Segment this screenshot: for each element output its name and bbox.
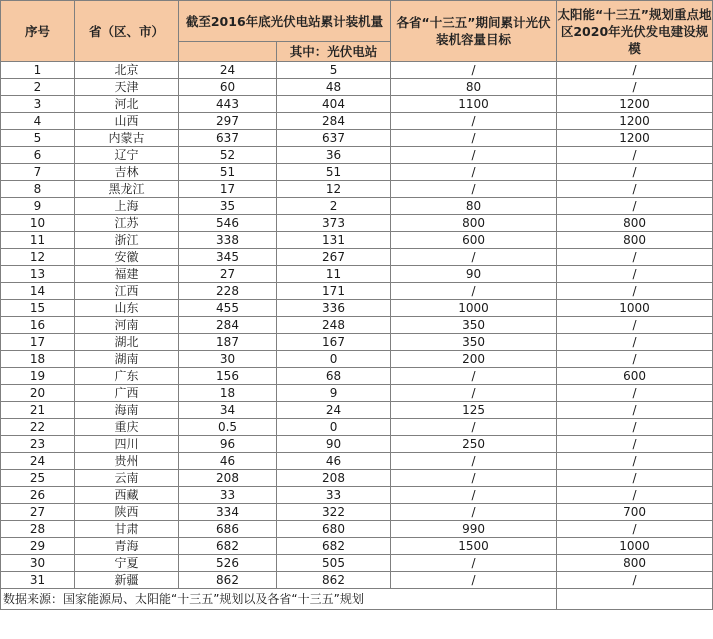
table-row <box>1 283 713 300</box>
installed-cell[interactable]: 334 <box>179 504 277 521</box>
header-key-region[interactable]: 太阳能“十三五”规划重点地区2020年光伏发电建设规模 <box>557 1 713 62</box>
province-cell[interactable]: 广西 <box>75 385 179 402</box>
target-cell[interactable]: / <box>391 164 557 181</box>
table-row <box>1 487 713 504</box>
source-note[interactable]: 数据来源：国家能源局、太阳能“十三五”规划以及各省“十三五”规划 <box>1 589 557 610</box>
province-cell[interactable]: 吉林 <box>75 164 179 181</box>
target-cell[interactable]: 90 <box>391 266 557 283</box>
table-row <box>1 504 713 521</box>
installed-cell[interactable]: 18 <box>179 385 277 402</box>
station-cell[interactable]: 171 <box>277 283 391 300</box>
key-region-cell[interactable]: 1000 <box>557 300 713 317</box>
province-cell[interactable]: 内蒙古 <box>75 130 179 147</box>
table-row <box>1 232 713 249</box>
station-cell[interactable]: 51 <box>277 164 391 181</box>
station-cell[interactable]: 336 <box>277 300 391 317</box>
province-cell[interactable]: 黑龙江 <box>75 181 179 198</box>
target-cell[interactable]: 350 <box>391 317 557 334</box>
seq-cell[interactable]: 21 <box>1 402 75 419</box>
seq-cell[interactable]: 27 <box>1 504 75 521</box>
target-cell[interactable]: / <box>391 283 557 300</box>
table-row <box>1 368 713 385</box>
province-cell[interactable]: 新疆 <box>75 572 179 589</box>
installed-cell[interactable]: 455 <box>179 300 277 317</box>
installed-cell[interactable]: 96 <box>179 436 277 453</box>
key-region-cell[interactable]: 1200 <box>557 96 713 113</box>
target-cell[interactable]: / <box>391 368 557 385</box>
installed-cell[interactable]: 228 <box>179 283 277 300</box>
target-cell[interactable]: / <box>391 470 557 487</box>
target-cell[interactable]: 800 <box>391 215 557 232</box>
target-cell[interactable]: 1000 <box>391 300 557 317</box>
installed-cell[interactable]: 156 <box>179 368 277 385</box>
table-row <box>1 453 713 470</box>
seq-cell[interactable]: 25 <box>1 470 75 487</box>
key-region-cell[interactable]: 600 <box>557 368 713 385</box>
station-cell[interactable]: 680 <box>277 521 391 538</box>
target-cell[interactable]: / <box>391 487 557 504</box>
seq-cell[interactable]: 29 <box>1 538 75 555</box>
key-region-cell[interactable]: / <box>557 283 713 300</box>
station-cell[interactable]: 90 <box>277 436 391 453</box>
key-region-cell[interactable]: 800 <box>557 555 713 572</box>
target-cell[interactable]: 200 <box>391 351 557 368</box>
table-row <box>1 181 713 198</box>
key-region-cell[interactable]: 800 <box>557 215 713 232</box>
station-cell[interactable]: 33 <box>277 487 391 504</box>
station-cell[interactable]: 322 <box>277 504 391 521</box>
installed-cell[interactable]: 52 <box>179 147 277 164</box>
installed-cell[interactable]: 30 <box>179 351 277 368</box>
installed-cell[interactable]: 338 <box>179 232 277 249</box>
source-note-blank[interactable] <box>557 589 713 610</box>
target-cell[interactable]: / <box>391 555 557 572</box>
seq-cell[interactable]: 2 <box>1 79 75 96</box>
province-cell[interactable]: 河北 <box>75 96 179 113</box>
installed-cell[interactable]: 60 <box>179 79 277 96</box>
installed-cell[interactable]: 46 <box>179 453 277 470</box>
installed-cell[interactable]: 862 <box>179 572 277 589</box>
key-region-cell[interactable]: 1000 <box>557 538 713 555</box>
seq-cell[interactable]: 22 <box>1 419 75 436</box>
station-cell[interactable]: 267 <box>277 249 391 266</box>
province-cell[interactable]: 山东 <box>75 300 179 317</box>
key-region-cell[interactable]: 1200 <box>557 113 713 130</box>
key-region-cell[interactable]: / <box>557 79 713 96</box>
table-row <box>1 572 713 589</box>
installed-cell[interactable]: 686 <box>179 521 277 538</box>
province-cell[interactable]: 浙江 <box>75 232 179 249</box>
header-installed-2016[interactable]: 截至2016年底光伏电站累计装机量 <box>179 1 391 42</box>
key-region-cell[interactable]: / <box>557 181 713 198</box>
station-cell[interactable]: 637 <box>277 130 391 147</box>
seq-cell[interactable]: 8 <box>1 181 75 198</box>
key-region-cell[interactable]: 800 <box>557 232 713 249</box>
station-cell[interactable]: 0 <box>277 351 391 368</box>
target-cell[interactable]: / <box>391 453 557 470</box>
target-cell[interactable]: / <box>391 572 557 589</box>
target-cell[interactable]: 990 <box>391 521 557 538</box>
installed-cell[interactable]: 51 <box>179 164 277 181</box>
province-cell[interactable]: 北京 <box>75 62 179 79</box>
table-row <box>1 402 713 419</box>
province-cell[interactable]: 重庆 <box>75 419 179 436</box>
installed-cell[interactable]: 17 <box>179 181 277 198</box>
key-region-cell[interactable]: / <box>557 487 713 504</box>
seq-cell[interactable]: 4 <box>1 113 75 130</box>
station-cell[interactable]: 9 <box>277 385 391 402</box>
key-region-cell[interactable]: / <box>557 521 713 538</box>
installed-cell[interactable]: 24 <box>179 62 277 79</box>
key-region-cell[interactable]: / <box>557 334 713 351</box>
table-row <box>1 249 713 266</box>
key-region-cell[interactable]: / <box>557 317 713 334</box>
table-row <box>1 521 713 538</box>
seq-cell[interactable]: 15 <box>1 300 75 317</box>
province-cell[interactable]: 西藏 <box>75 487 179 504</box>
installed-cell[interactable]: 637 <box>179 130 277 147</box>
province-cell[interactable]: 福建 <box>75 266 179 283</box>
target-cell[interactable]: / <box>391 130 557 147</box>
key-region-cell[interactable]: / <box>557 249 713 266</box>
target-cell[interactable]: / <box>391 504 557 521</box>
target-cell[interactable]: / <box>391 385 557 402</box>
seq-cell[interactable]: 26 <box>1 487 75 504</box>
station-cell[interactable]: 11 <box>277 266 391 283</box>
installed-cell[interactable]: 546 <box>179 215 277 232</box>
table-row <box>1 113 713 130</box>
installed-cell[interactable]: 187 <box>179 334 277 351</box>
seq-cell[interactable]: 24 <box>1 453 75 470</box>
header-target[interactable]: 各省“十三五”期间累计光伏装机容量目标 <box>391 1 557 62</box>
key-region-cell[interactable]: 700 <box>557 504 713 521</box>
station-cell[interactable]: 12 <box>277 181 391 198</box>
table-row <box>1 385 713 402</box>
installed-cell[interactable]: 443 <box>179 96 277 113</box>
target-cell[interactable]: / <box>391 113 557 130</box>
target-cell[interactable]: / <box>391 147 557 164</box>
province-cell[interactable]: 上海 <box>75 198 179 215</box>
header-blank[interactable] <box>179 42 277 62</box>
seq-cell[interactable]: 23 <box>1 436 75 453</box>
key-region-cell[interactable]: 1200 <box>557 130 713 147</box>
installed-cell[interactable]: 297 <box>179 113 277 130</box>
target-cell[interactable]: / <box>391 62 557 79</box>
station-cell[interactable]: 284 <box>277 113 391 130</box>
seq-cell[interactable]: 6 <box>1 147 75 164</box>
table-row <box>1 334 713 351</box>
station-cell[interactable]: 682 <box>277 538 391 555</box>
seq-cell[interactable]: 28 <box>1 521 75 538</box>
installed-cell[interactable]: 27 <box>179 266 277 283</box>
province-cell[interactable]: 河南 <box>75 317 179 334</box>
seq-cell[interactable]: 16 <box>1 317 75 334</box>
installed-cell[interactable]: 208 <box>179 470 277 487</box>
target-cell[interactable]: / <box>391 181 557 198</box>
station-cell[interactable]: 46 <box>277 453 391 470</box>
province-cell[interactable]: 天津 <box>75 79 179 96</box>
table-row <box>1 79 713 96</box>
station-cell[interactable]: 131 <box>277 232 391 249</box>
target-cell[interactable]: / <box>391 249 557 266</box>
key-region-cell[interactable]: / <box>557 572 713 589</box>
province-cell[interactable]: 贵州 <box>75 453 179 470</box>
province-cell[interactable]: 云南 <box>75 470 179 487</box>
seq-cell[interactable]: 12 <box>1 249 75 266</box>
table-row <box>1 215 713 232</box>
province-cell[interactable]: 湖北 <box>75 334 179 351</box>
table-row <box>1 300 713 317</box>
seq-cell[interactable]: 18 <box>1 351 75 368</box>
key-region-cell[interactable]: / <box>557 385 713 402</box>
installed-cell[interactable]: 35 <box>179 198 277 215</box>
station-cell[interactable]: 373 <box>277 215 391 232</box>
key-region-cell[interactable]: / <box>557 402 713 419</box>
province-cell[interactable]: 辽宁 <box>75 147 179 164</box>
table-row <box>1 198 713 215</box>
table-row <box>1 419 713 436</box>
station-cell[interactable]: 248 <box>277 317 391 334</box>
target-cell[interactable]: 125 <box>391 402 557 419</box>
province-cell[interactable]: 甘肃 <box>75 521 179 538</box>
province-cell[interactable]: 陕西 <box>75 504 179 521</box>
station-cell[interactable]: 24 <box>277 402 391 419</box>
station-cell[interactable]: 404 <box>277 96 391 113</box>
table-row <box>1 62 713 79</box>
station-cell[interactable]: 68 <box>277 368 391 385</box>
table-row <box>1 266 713 283</box>
table-row <box>1 538 713 555</box>
province-cell[interactable]: 安徽 <box>75 249 179 266</box>
key-region-cell[interactable]: / <box>557 147 713 164</box>
target-cell[interactable]: 80 <box>391 198 557 215</box>
key-region-cell[interactable]: / <box>557 62 713 79</box>
province-cell[interactable]: 青海 <box>75 538 179 555</box>
installed-cell[interactable]: 526 <box>179 555 277 572</box>
seq-cell[interactable]: 5 <box>1 130 75 147</box>
target-cell[interactable]: 250 <box>391 436 557 453</box>
key-region-cell[interactable]: / <box>557 266 713 283</box>
province-cell[interactable]: 江苏 <box>75 215 179 232</box>
station-cell[interactable]: 505 <box>277 555 391 572</box>
key-region-cell[interactable]: / <box>557 470 713 487</box>
station-cell[interactable]: 48 <box>277 79 391 96</box>
seq-cell[interactable]: 9 <box>1 198 75 215</box>
table-row <box>1 147 713 164</box>
province-cell[interactable]: 江西 <box>75 283 179 300</box>
province-cell[interactable]: 广东 <box>75 368 179 385</box>
target-cell[interactable]: 350 <box>391 334 557 351</box>
station-cell[interactable]: 5 <box>277 62 391 79</box>
target-cell[interactable]: 80 <box>391 79 557 96</box>
station-cell[interactable]: 862 <box>277 572 391 589</box>
table-row <box>1 96 713 113</box>
seq-cell[interactable]: 30 <box>1 555 75 572</box>
installed-cell[interactable]: 345 <box>179 249 277 266</box>
seq-cell[interactable]: 13 <box>1 266 75 283</box>
target-cell[interactable]: / <box>391 419 557 436</box>
key-region-cell[interactable]: / <box>557 198 713 215</box>
station-cell[interactable]: 36 <box>277 147 391 164</box>
key-region-cell[interactable]: / <box>557 453 713 470</box>
seq-cell[interactable]: 10 <box>1 215 75 232</box>
station-cell[interactable]: 2 <box>277 198 391 215</box>
seq-cell[interactable]: 19 <box>1 368 75 385</box>
seq-cell[interactable]: 11 <box>1 232 75 249</box>
table-row <box>1 436 713 453</box>
header-of-which[interactable]: 其中：光伏电站 <box>277 42 391 62</box>
header-seq[interactable]: 序号 <box>1 1 75 62</box>
table-row <box>1 317 713 334</box>
installed-cell[interactable]: 284 <box>179 317 277 334</box>
key-region-cell[interactable]: / <box>557 351 713 368</box>
installed-cell[interactable]: 33 <box>179 487 277 504</box>
province-cell[interactable]: 海南 <box>75 402 179 419</box>
key-region-cell[interactable]: / <box>557 419 713 436</box>
installed-cell[interactable]: 34 <box>179 402 277 419</box>
seq-cell[interactable]: 17 <box>1 334 75 351</box>
province-cell[interactable]: 宁夏 <box>75 555 179 572</box>
table-row <box>1 470 713 487</box>
seq-cell[interactable]: 31 <box>1 572 75 589</box>
province-cell[interactable]: 四川 <box>75 436 179 453</box>
seq-cell[interactable]: 3 <box>1 96 75 113</box>
target-cell[interactable]: 1500 <box>391 538 557 555</box>
seq-cell[interactable]: 20 <box>1 385 75 402</box>
table-row <box>1 351 713 368</box>
station-cell[interactable]: 167 <box>277 334 391 351</box>
table-body <box>1 62 713 589</box>
province-cell[interactable]: 山西 <box>75 113 179 130</box>
seq-cell[interactable]: 1 <box>1 62 75 79</box>
header-province[interactable]: 省（区、市） <box>75 1 179 62</box>
province-cell[interactable]: 湖南 <box>75 351 179 368</box>
station-cell[interactable]: 0 <box>277 419 391 436</box>
station-cell[interactable]: 208 <box>277 470 391 487</box>
table-row <box>1 130 713 147</box>
seq-cell[interactable]: 14 <box>1 283 75 300</box>
installed-cell[interactable]: 0.5 <box>179 419 277 436</box>
installed-cell[interactable]: 682 <box>179 538 277 555</box>
table-row <box>1 555 713 572</box>
target-cell[interactable]: 600 <box>391 232 557 249</box>
key-region-cell[interactable]: / <box>557 436 713 453</box>
target-cell[interactable]: 1100 <box>391 96 557 113</box>
key-region-cell[interactable]: / <box>557 164 713 181</box>
seq-cell[interactable]: 7 <box>1 164 75 181</box>
table-row <box>1 164 713 181</box>
